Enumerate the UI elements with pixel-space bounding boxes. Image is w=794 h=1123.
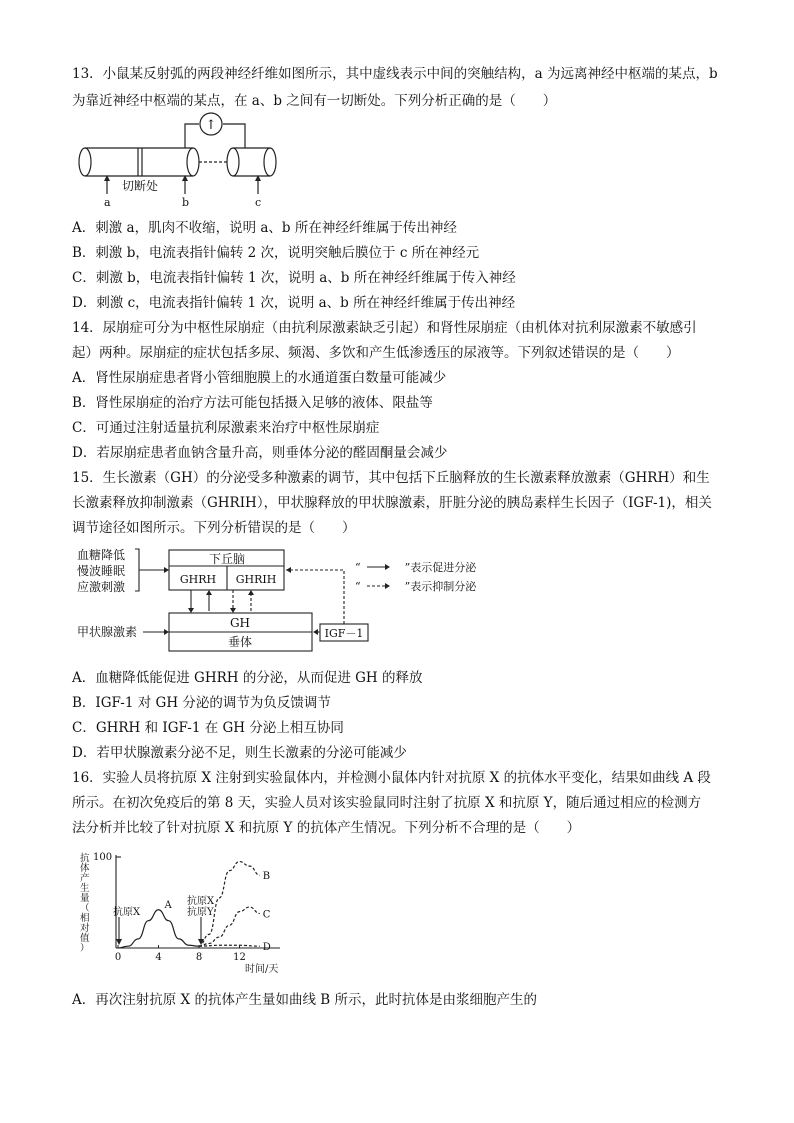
legend-promote: “ ”表示促进分泌 — [355, 561, 477, 574]
q13-option-b: B．刺激 b，电流表指针偏转 2 次，说明突触后膜位于 c 所在神经元 — [72, 245, 480, 261]
chart-x-tick-label: 0 — [114, 952, 122, 963]
series-c-label: C — [262, 909, 271, 921]
stimulus-slow-wave-sleep: 慢波睡眠 — [77, 564, 126, 578]
q13-stem-line1: 13．小鼠某反射弧的两段神经纤维如图所示，其中虚线表示中间的突触结构，a 为远离神经中枢端的某点，b — [72, 66, 718, 82]
q15-option-d: D．若甲状腺激素分泌不足，则生长激素的分泌可能减少 — [72, 745, 407, 761]
chart-ylabel-char: 产 — [80, 873, 90, 884]
annotation-antigen-x-first: 抗原X — [113, 907, 141, 918]
stimulus-stress: 应激刺激 — [77, 580, 126, 594]
q13-option-d: D．刺激 c，电流表指针偏转 1 次，说明 a、b 所在神经纤维属于传出神经 — [72, 295, 516, 311]
cut-label: 切断处 — [122, 179, 159, 193]
gh-regulation-diagram — [75, 545, 485, 657]
hypothalamus-label: 下丘脑 — [208, 552, 246, 566]
chart-ylabel-char: 对 — [80, 923, 90, 934]
q14-stem-line1: 14．尿崩症可分为中枢性尿崩症（由抗利尿激素缺乏引起）和肾性尿崩症（由机体对抗利尿激素不敏感引 — [72, 320, 697, 336]
series-a-label: A — [164, 899, 172, 911]
q14-option-a: A．肾性尿崩症患者肾小管细胞膜上的水通道蛋白数量可能减少 — [72, 370, 447, 386]
chart-ylabel-char: ） — [80, 943, 90, 954]
ghrih-label: GHRIH — [235, 573, 277, 586]
q13-option-c: C．刺激 b，电流表指针偏转 1 次，说明 a、b 所在神经纤维属于传入神经 — [72, 270, 516, 286]
point-a-label: a — [104, 196, 111, 209]
q15-stem-line3: 调节途径如图所示。下列分析错误的是（ ） — [72, 520, 356, 536]
chart-ylabel-char: 生 — [80, 883, 90, 894]
series-b-label: B — [262, 871, 271, 883]
igf-label: IGF－1 — [324, 627, 364, 640]
chart-ylabel-char: 抗 — [80, 853, 90, 864]
point-c-label: c — [255, 196, 262, 209]
series-d-line — [199, 945, 260, 946]
chart-x-tick-label: 12 — [233, 952, 246, 963]
q15-option-a: A．血糖降低能促进 GHRH 的分泌，从而促进 GH 的释放 — [72, 670, 423, 686]
pituitary-label: 垂体 — [227, 635, 253, 649]
chart-ylabel-char: （ — [80, 903, 90, 914]
chart-ylabel-char: 量 — [80, 893, 90, 904]
q16-stem-line2: 所示。在初次免疫后的第 8 天，实验人员对该实验鼠同时注射了抗原 X 和抗原 Y，随后通过相应的检测方 — [72, 795, 702, 811]
chart-x-tick-label: 8 — [195, 952, 203, 963]
chart-x-tick-label: 4 — [155, 952, 162, 963]
gh-label: GH — [229, 616, 251, 630]
q14-stem-line2: 起）两种。尿崩症的症状包括多尿、频渴、多饮和产生低渗透压的尿液等。下列叙述错误的是（ ） — [72, 345, 680, 361]
chart-ylabel-char: 相 — [80, 913, 90, 924]
stimulus-low-blood-sugar: 血糖降低 — [77, 548, 126, 562]
q15-stem-line2: 长激素释放抑制激素（GHRIH），甲状腺释放的甲状腺激素，肝脏分泌的胰岛素样生长因子（IGF-1)，相关 — [72, 495, 712, 511]
q16-stem-line1: 16．实验人员将抗原 X 注射到实验鼠体内，并检测小鼠体内针对抗原 X 的抗体水平变化，结果如曲线 A 段 — [72, 770, 711, 786]
q16-option-a: A．再次注射抗原 X 的抗体产生量如曲线 B 所示，此时抗体是由浆细胞产生的 — [72, 992, 537, 1008]
annotation-antigen-y-second: 抗原Y — [187, 907, 214, 918]
q14-option-c: C．可通过注射适量抗利尿激素来治疗中枢性尿崩症 — [72, 420, 380, 436]
chart-ylabel-char: 体 — [80, 863, 90, 874]
galvanometer-arrow-icon: ↑ — [205, 118, 217, 133]
q15-option-b: B．IGF-1 对 GH 分泌的调节为负反馈调节 — [72, 695, 331, 711]
q14-option-b: B．肾性尿崩症的治疗方法可能包括摄入足够的液体、限盐等 — [72, 395, 433, 411]
thyroid-hormone-label: 甲状腺激素 — [77, 625, 138, 639]
chart-ylabel — [80, 852, 90, 954]
q13-stem-line2: 为靠近神经中枢端的某点，在 a、b 之间有一切断处。下列分析正确的是（ ） — [72, 93, 557, 109]
series-d-label: D — [262, 942, 271, 954]
q16-stem-line3: 法分析并比较了针对抗原 X 和抗原 Y 的抗体产生情况。下列分析不合理的是（ ） — [72, 820, 581, 836]
q14-option-d: D．若尿崩症患者血钠含量升高，则垂体分泌的醛固酮量会减少 — [72, 445, 448, 461]
ghrh-label: GHRH — [179, 573, 217, 586]
legend-inhibit: “ ”表示抑制分泌 — [355, 580, 477, 593]
annotation-antigen-x-second: 抗原X — [187, 896, 215, 907]
chart-xlabel: 时间/天 — [245, 964, 279, 975]
q15-stem-line1: 15．生长激素（GH）的分泌受多种激素的调节，其中包括下丘脑释放的生长激素释放激素（GHRH）和生 — [72, 470, 710, 486]
q13-option-a: A．刺激 a，肌肉不收缩，说明 a、b 所在神经纤维属于传出神经 — [72, 220, 457, 236]
point-b-label: b — [182, 196, 190, 209]
chart-ymax-label: 100 — [93, 852, 113, 863]
chart-ylabel-char: 值 — [80, 933, 90, 944]
nerve-fiber-diagram — [75, 112, 290, 210]
q15-option-c: C．GHRH 和 IGF-1 在 GH 分泌上相互协同 — [72, 720, 344, 736]
antibody-chart — [75, 845, 285, 975]
